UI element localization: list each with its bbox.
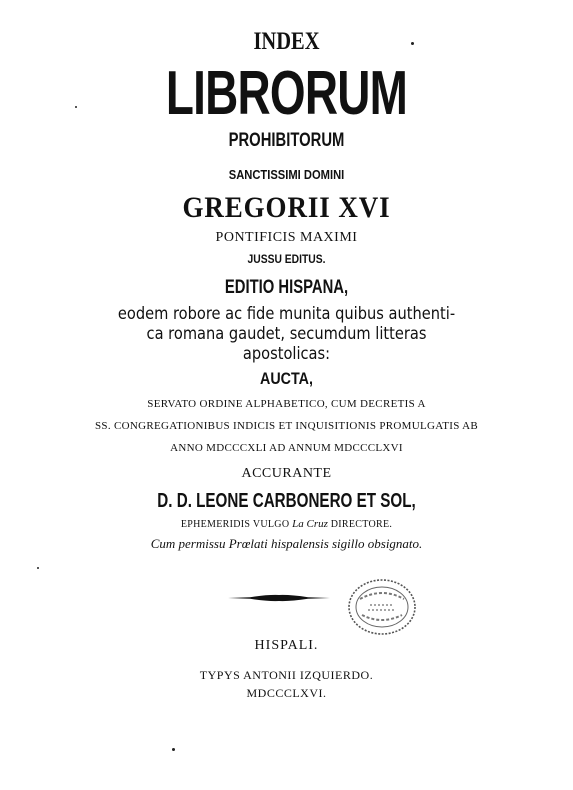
editor-role-newspaper: La Cruz: [292, 518, 328, 530]
library-stamp: [346, 577, 418, 637]
paper-speck: [75, 106, 77, 108]
imprint-printer: TYPYS ANTONII IZQUIERDO.: [199, 668, 374, 682]
edition-heading: EDITIO HISPANA,: [224, 277, 349, 298]
paper-speck: [172, 748, 175, 751]
imprint-city: HISPALI.: [254, 638, 319, 653]
subtitle-gregorii: GREGORII XVI: [182, 191, 391, 224]
editor-role-part-a: EPHEMERIDIS VULGO: [180, 519, 290, 530]
imprint-year: MDCCCLXVI.: [246, 686, 327, 700]
subtitle-sanctissimi: SANCTISSIMI DOMINI: [228, 167, 345, 182]
title-librorum: LIBRORUM: [165, 59, 408, 128]
permission-note: Cum permissu Prœlati hispalensis sigillo obsignato.: [150, 536, 423, 551]
edition-note-line-2: ca romana gaudet, secumdum litteras: [146, 324, 427, 344]
servato-line-3: ANNO MDCCCXLI AD ANNUM MDCCCLXVI: [170, 442, 403, 454]
title-prohibitorum: PROHIBITORUM: [228, 130, 345, 151]
aucta-heading: AUCTA,: [260, 369, 313, 388]
title-index: INDEX: [253, 28, 320, 55]
accurante-label: ACCURANTE: [241, 466, 332, 481]
servato-line-1: SERVATO ORDINE ALPHABETICO, CUM DECRETIS A: [147, 398, 426, 410]
ornamental-rule: [228, 592, 330, 604]
paper-speck: [411, 42, 414, 45]
edition-note-line-1: eodem robore ac fide munita quibus authenti-: [117, 304, 456, 324]
subtitle-pontificis: PONTIFICIS MAXIMI: [215, 230, 358, 245]
editor-role: [0, 518, 573, 530]
edition-note-line-3: apostolicas:: [242, 344, 331, 364]
paper-speck: [37, 567, 39, 569]
editor-name: D. D. LEONE CARBONERO ET SOL,: [157, 490, 416, 512]
servato-line-2: SS. CONGREGATIONIBUS INDICIS ET INQUISITIONIS PROMULGATIS AB: [95, 420, 478, 432]
subtitle-jussu: JUSSU EDITUS.: [247, 252, 326, 266]
editor-role-part-c: DIRECTORE.: [330, 519, 393, 530]
